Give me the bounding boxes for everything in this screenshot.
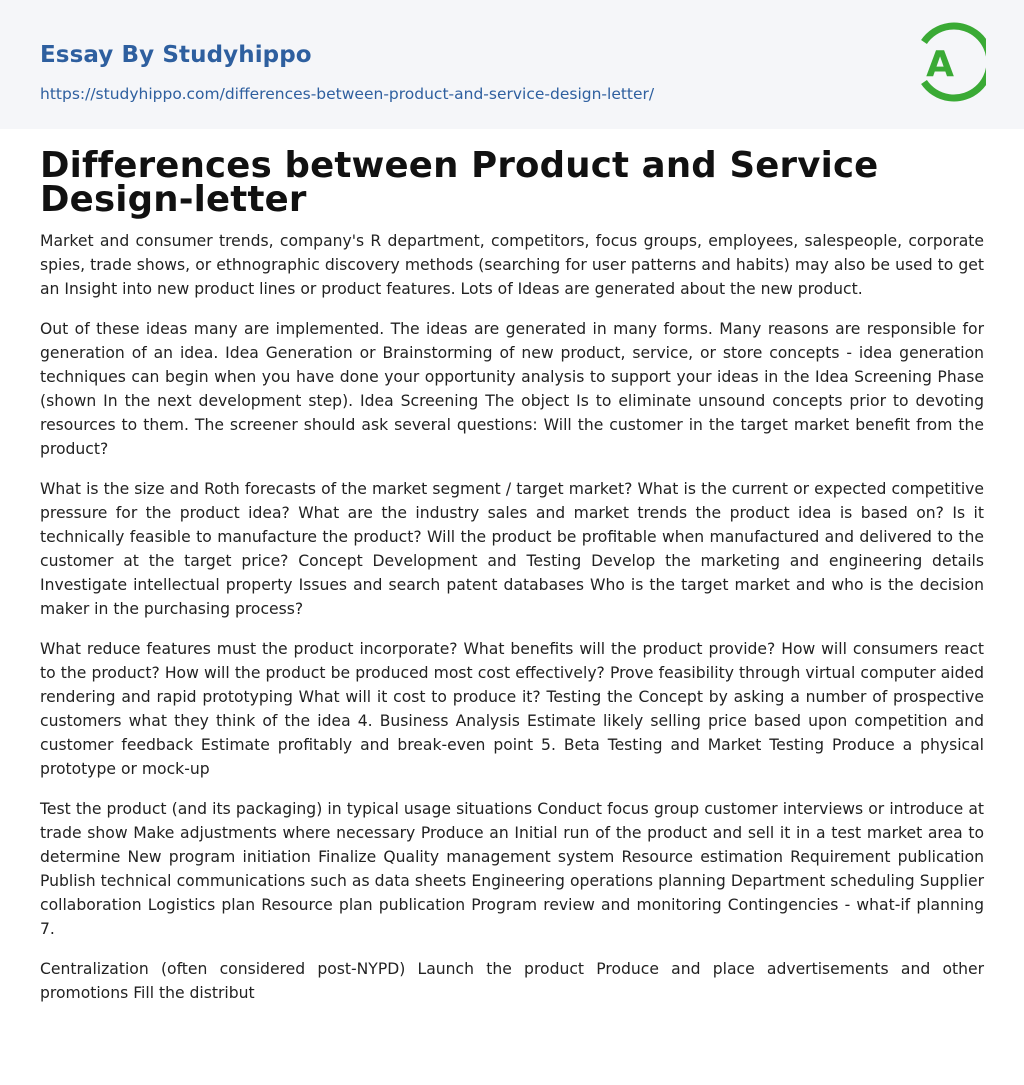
article-paragraph: What reduce features must the product incorporate? What benefits will the product provide? How will consumers react to the product? How will the product be produced most cost effectively? Prove feasibility through virtual computer aided rendering and rapid prototyping What will it cost to produce it? Testing the Concept by asking a number of prospective customers what they think of the idea 4. Business Analysis Estimate likely selling price based upon competition and customer feedback Estimate profitably and break-even point 5. Beta Testing and Market Testing Produce a physical prototype or mock-up bbox=[40, 640, 984, 778]
article-title: Differences between Product and Service Design-letter bbox=[40, 145, 879, 220]
article-paragraph: Out of these ideas many are implemented. The ideas are generated in many forms. Many reasons are responsible for generation of an idea. Idea Generation or Brainstorming of new product, service, or store concepts - idea generation techniques can begin when you have done your opportunity analysis to support your ideas in the Idea Screening Phase (shown In the next development step). Idea Screening The object Is to eliminate unsound concepts prior to devoting resources to them. The screener should ask several questions: Will the customer in the target market benefit from the product? bbox=[40, 320, 984, 458]
page-url-link[interactable]: https://studyhippo.com/differences-between-product-and-service-design-letter/ bbox=[40, 85, 655, 103]
article bbox=[0, 145, 1024, 1005]
site-header bbox=[0, 0, 1024, 129]
logo-letter: A bbox=[926, 44, 954, 85]
article-paragraph: Centralization (often considered post-NYPD) Launch the product Produce and place advertisements and other promotions Fill the distribut bbox=[40, 960, 984, 1002]
article-paragraph: What is the size and Roth forecasts of the market segment / target market? What is the current or expected competitive pressure for the product idea? What are the industry sales and market trends the product idea is based on? Is it technically feasible to manufacture the product? Will the product be profitable when manufactured and delivered to the customer at the target price? Concept Development and Testing Develop the marketing and engineering details Investigate intellectual property Issues and search patent databases Who is the target market and who is the decision maker in the purchasing process? bbox=[40, 480, 984, 618]
article-paragraph: Test the product (and its packaging) in typical usage situations Conduct focus group customer interviews or introduce at trade show Make adjustments where necessary Produce an Initial run of the product and sell it in a test market area to determine New program initiation Finalize Quality management system Resource estimation Requirement publication Publish technical communications such as data sheets Engineering operations planning Department scheduling Supplier collaboration Logistics plan Resource plan publication Program review and monitoring Contingencies - what-if planning 7. bbox=[40, 800, 984, 938]
article-paragraph: Market and consumer trends, company's R department, competitors, focus groups, employees, salespeople, corporate spies, trade shows, or ethnographic discovery methods (searching for user patterns and habits) may also be used to get an Insight into new product lines or product features. Lots of Ideas are generated about the new product. bbox=[40, 232, 984, 298]
letter-a-ring-logo-icon[interactable] bbox=[912, 20, 986, 104]
site-title[interactable]: Essay By Studyhippo bbox=[40, 42, 312, 68]
